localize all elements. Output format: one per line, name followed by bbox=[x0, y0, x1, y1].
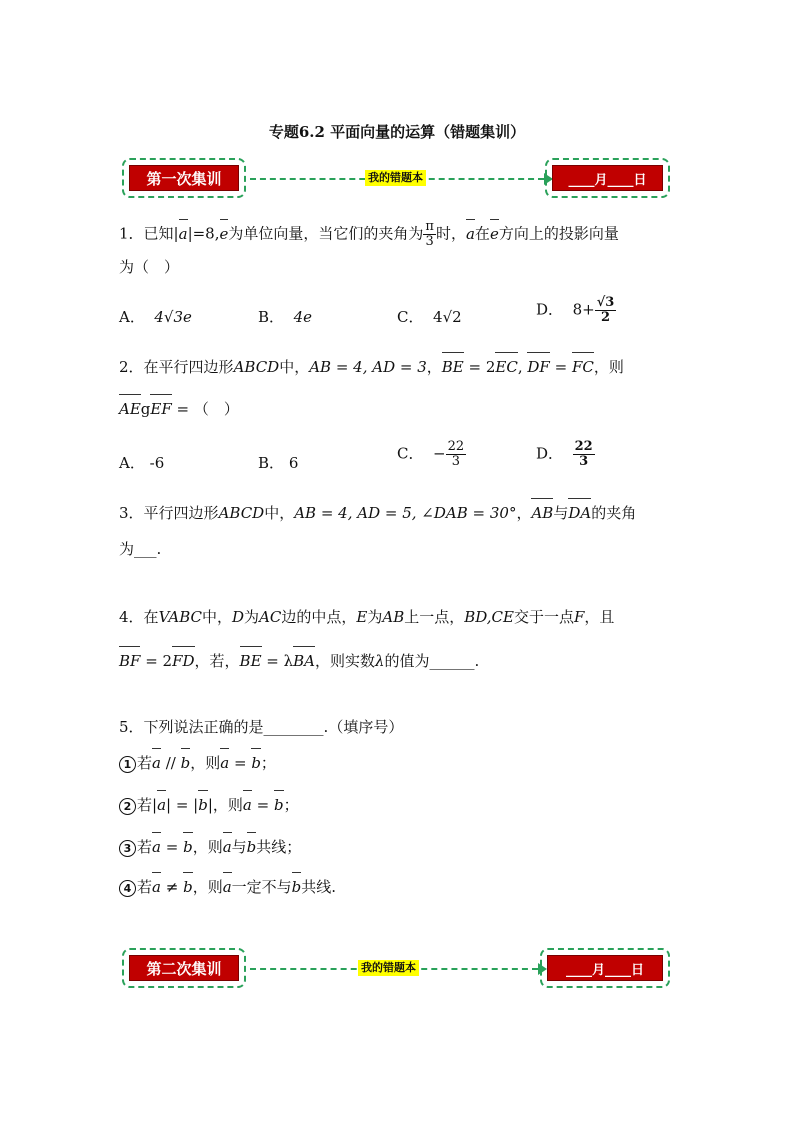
training-banner-first bbox=[122, 158, 670, 200]
q2-option-d[interactable]: D． $\frac{22}{3}$ bbox=[536, 439, 593, 469]
question-1: 1．已知|a|=8,e为单位向量，当它们的夹角为 $\frac{\pi}{3}$ 时，a在e方向上的投影向量 bbox=[119, 219, 619, 249]
question-3-line-2: 为___. bbox=[119, 540, 162, 558]
q1-number: 1． bbox=[119, 224, 144, 243]
question-5: 5．下列说法正确的是________.（填序号） bbox=[119, 718, 404, 736]
date-label: ____月____日 bbox=[547, 955, 663, 981]
q2-option-a[interactable]: A． -6 bbox=[119, 454, 165, 472]
first-training-button[interactable] bbox=[122, 158, 246, 198]
q2-number: 2． bbox=[119, 358, 144, 376]
vector-a: a bbox=[178, 224, 188, 243]
date-box[interactable] bbox=[545, 158, 670, 198]
circled-number-icon: 4 bbox=[119, 880, 136, 897]
question-2-line-2: AEgEF = （ ） bbox=[119, 400, 239, 418]
q1-option-d[interactable]: D． 8+ $\frac{√3}{2}$ bbox=[536, 295, 615, 325]
circled-number-icon: 2 bbox=[119, 798, 136, 815]
date-box[interactable] bbox=[540, 948, 670, 988]
question-4-line-2: BF = 2FD，若，BE = λBA，则实数λ的值为______. bbox=[119, 652, 480, 670]
second-training-label: 第二次集训 bbox=[129, 955, 239, 981]
question-1-line-2: 为（ ） bbox=[119, 258, 180, 276]
q2-option-c[interactable]: C． − $\frac{22}{3}$ bbox=[397, 439, 465, 469]
training-banner-second bbox=[122, 948, 670, 990]
date-label: ____月____日 bbox=[552, 165, 663, 191]
q5-item-4: 4 若a ≠ b，则a一定不与b共线. bbox=[119, 876, 336, 898]
question-4: 4．在VABC中，D为AC边的中点，E为AB上一点，BD,CE交于一点F，且 bbox=[119, 608, 615, 626]
second-training-button[interactable] bbox=[122, 948, 246, 988]
circled-number-icon: 1 bbox=[119, 756, 136, 773]
first-training-label: 第一次集训 bbox=[129, 165, 239, 191]
q1-option-c[interactable]: C． 4√2 bbox=[397, 308, 462, 326]
page-title: 专题6.2 平面向量的运算（错题集训） bbox=[268, 123, 526, 141]
question-3: 3．平行四边形ABCD中，AB = 4, AD = 5, ∠DAB = 30°，AB与DA的夹角 bbox=[119, 504, 637, 522]
q2-option-b[interactable]: B． 6 bbox=[258, 454, 299, 472]
mistake-book-note: 我的错题本 bbox=[365, 170, 426, 186]
circled-number-icon: 3 bbox=[119, 840, 136, 857]
q5-item-2: 2 若|a| = |b|，则a = b； bbox=[119, 794, 299, 816]
q5-item-3: 3 若a = b，则a与b共线； bbox=[119, 836, 301, 858]
vector-e: e bbox=[219, 224, 229, 243]
q5-item-1: 1 若a // b，则a = b； bbox=[119, 752, 276, 774]
question-2: 2．在平行四边形ABCD中，AB = 4, AD = 3，BE = 2EC, DF = FC，则 bbox=[119, 358, 624, 376]
q1-option-b[interactable]: B． 4e bbox=[258, 308, 312, 326]
mistake-book-note: 我的错题本 bbox=[358, 960, 419, 976]
q1-option-a[interactable]: A． 4√3e bbox=[119, 308, 192, 326]
fraction-pi-over-3: $\frac{\pi}{3}$ bbox=[425, 219, 434, 249]
